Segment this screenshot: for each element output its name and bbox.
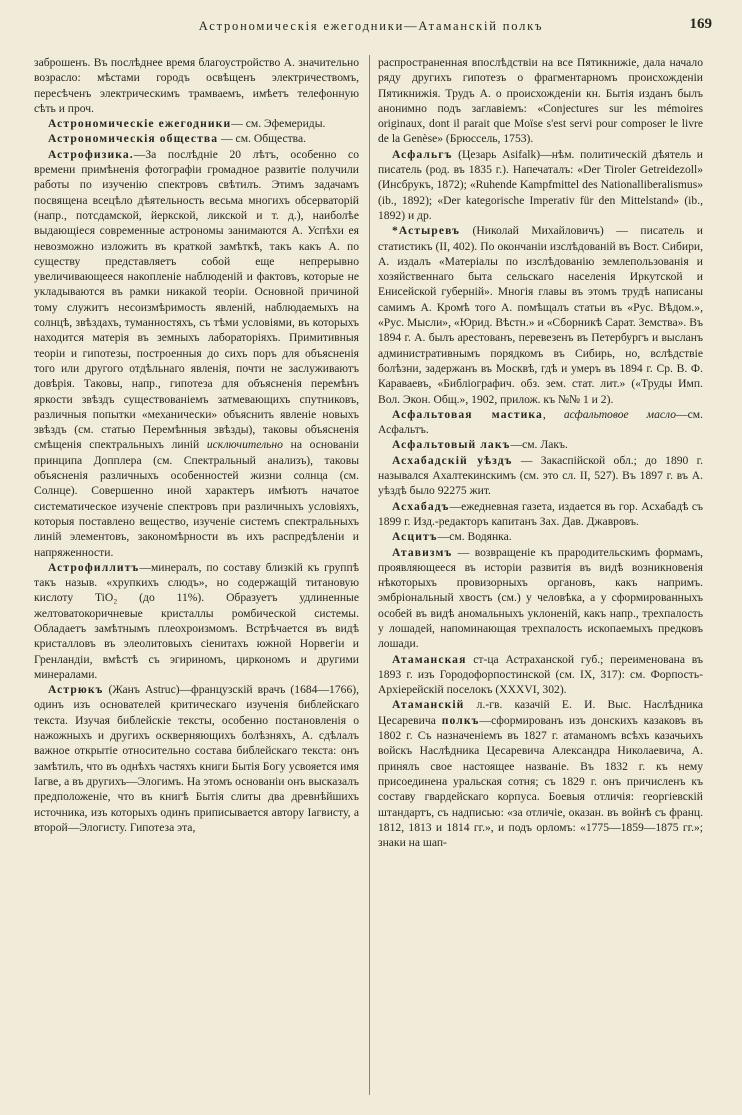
dictionary-entry (34, 131, 359, 146)
entry-text: —ежедневная газета, издается въ гор. Асхабадѣ съ 1899 г. Изд.-редакторъ капитанъ Зах. Дав. Джавровъ. (378, 499, 703, 528)
entry-headword: Асхабадъ (392, 499, 450, 513)
entry-text: (Николай Михайловичъ) — писатель и статистикъ (II, 402). По окончаніи изслѣдованій въ Вост. Сибири, А. издалъ «Матеріалы по изслѣдованію землепользованія и хозяйственнаго быта сельскаго населенія Иркутской и Енисейской губерній». Многія главы въ этомъ трудѣ написаны самимъ А. Кромѣ того А. помѣщалъ статьи въ «Рус. Вѣдом.», «Рус. Мысли», «Юрид. Вѣстн.» и «Сборникѣ Сарат. Земства». Въ 1894 г. А. былъ арестованъ, перевезенъ въ Петербургъ и высланъ административнымъ порядкомъ въ Сибирь, но, вслѣдствіе болѣзни, задержанъ въ Москвѣ, гдѣ и умеръ въ 1894 г. Ср. В. Ф. Караваевъ, «Библіографич. обз. зем. стат. лит.» («Труды Имп. Вол. Экон. Общ.», 1902, прилож. къ №№ 1 и 2). (378, 224, 703, 406)
column-divider (369, 55, 370, 1095)
entry-headword: *Астыревъ (392, 224, 460, 238)
entry-bold-text: полкъ (441, 713, 480, 727)
entry-headword: Астрюкъ (48, 683, 104, 697)
entry-text: л.-гв. казачій Е. И. Выс. Наслѣдника Цесаревича (378, 698, 703, 727)
entry-headword: Атаманскій (392, 698, 465, 712)
entry-headword: Астрономическіе ежегодники (48, 117, 232, 131)
dictionary-entry (34, 147, 359, 560)
entry-headword: Асфальтовый лакъ (392, 438, 511, 452)
entry-italic-text: исключительно (206, 438, 283, 452)
left-column (34, 55, 359, 1105)
entry-headword: Асцитъ (392, 530, 438, 544)
dictionary-entry (378, 223, 703, 407)
dictionary-entry (378, 453, 703, 499)
entry-headword: Асхабадскій уѣздъ (392, 453, 513, 467)
entry-text: —минералъ, по составу близкій къ группѣ такъ назыв. «хрупкихъ слюдъ», но содержащій титановую кислоту TiO₂ (до 11%). Образуетъ удлиненные желтоватокоричневые кристаллы ромбической системы. Обладаетъ замѣтнымъ плеохроизмомъ. Встрѣчается въ видѣ кристалловъ въ элеолитовыхъ сіенитахъ южной Норвегіи и Гренландіи, вмѣстѣ съ эгириномъ, циркономъ и другими минералами. (34, 560, 359, 681)
dictionary-entry (378, 652, 703, 698)
entry-text: (Жанъ Astruc)—французскій врачъ (1684—1766), одинъ изъ основателей критическаго изученія библейскаго текста. Изучая библейскіе тексты, особенно постановленія о нажожныхъ и другихъ оскверняющихъ болѣзняхъ, А. сдѣлалъ важное открытіе относительно состава библейскаго текста: онъ замѣтилъ, что въ однѣхъ частяхъ книги Бытія Богу усвояется имя Іагве, а въ другихъ—Элогимъ. На этомъ основаніи онъ высказалъ предположеніе, что въ книгѣ Бытія слиты два древнѣйшихъ источника, изъ которыхъ одинъ приписывается автору Іагвисту, а второй—Элогисту. Гипотеза эта, (34, 683, 359, 834)
entry-text: —см. Водянка. (437, 530, 512, 544)
entry-headword: Атавизмъ (392, 545, 453, 559)
entry-headword: Асфальгъ (392, 147, 453, 161)
page-header (30, 16, 712, 38)
entry-text-continued: на основаніи принципа Допплера (см. Спектральный анализъ), таковы объясненія различныхъ особенностей жизни солнца (см. Солнце). Совершенно иной характеръ имѣютъ начатое систематическое изученіе спектровъ при различныхъ условіяхъ, которыя поставлено вещество, изученіе системъ спектральныхъ линій элементовъ, закономѣрности въ ихъ распредѣленіи и напряженности. (34, 438, 359, 559)
entry-text-continued: —сформированъ изъ донскихъ казаковъ въ 1802 г. Съ назначеніемъ въ 1827 г. атаманомъ всѣхъ казачьихъ войскъ Наслѣдника Цесаревича Александра Николаевича, А. принялъ свое настоящее названіе. Въ 1832 г. къ нему присоединена уральская сотня; съ 1829 г. онъ причисленъ къ составу гвардейскаго корпуса. Боевыя отличія: георгіевскій штандартъ, съ надписью: «за отличіе, оказан. въ войнѣ съ франц. 1812, 1813 и 1814 гг.», и подъ орломъ: «1775—1859—1875 гг.»; знаки на шап- (378, 713, 703, 850)
dictionary-entry (378, 529, 703, 544)
entry-headword: Астрофизика. (48, 147, 134, 161)
entry-text: , (542, 407, 564, 421)
entry-text: ст-ца Астраханской губ.; переименована въ 1893 г. изъ Городофорпостинской (см. IX, 317): см. Форпость-Архіерейскій поселокъ (XXXVI, 302). (378, 652, 703, 697)
dictionary-entry (34, 116, 359, 131)
dictionary-entry (378, 499, 703, 530)
running-title: Астрономическія ежегодники—Атаманскій полкъ (198, 19, 544, 33)
entry-text: — Закаспійской обл.; до 1890 г. назывался Ахалтекинскимъ (см. это сл. II, 527). Въ 1897 г. въ А. уѣздѣ было 92275 жит. (378, 453, 703, 498)
dictionary-entry (34, 682, 359, 835)
entry-text: — возвращеніе къ прародительскимъ формамъ, проявляющееся въ исторіи развитія въ видѣ возникновенія нѣкоторыхъ провизорныхъ органовъ, какъ напримъ. эмбріональный хвостъ (см.) у человѣка, а у сформированныхъ особей въ видѣ аномальныхъ уклоненій, какъ напр., трехпалость у лошадей, напоминающая трехпалость ископаемыхъ предковъ лошади. (378, 545, 703, 651)
entry-text: — см. Эфемериды. (231, 117, 326, 131)
dictionary-entry (378, 437, 703, 452)
entry-text: (Цезарь Asifalk)—нѣм. политическій дѣятель и писатель (род. въ 1835 г.). Напечаталъ: «Der Tiroler Getreidezoll» (Инсбрукъ, 1872); «Ruhende Kampfmittel des Nationalliberalismus» (ib., 1892); «Der kategorische Imperativ für den Mittelstand» (ib., 1892) и др. (378, 147, 703, 222)
entry-text: —см. Лакъ. (510, 438, 568, 452)
right-column (378, 55, 703, 1105)
entry-text: — см. Общества. (218, 132, 307, 146)
entry-continuation (34, 55, 359, 116)
entry-text: распространенная впослѣдствіи на все Пятикнижіе, дала начало ряду другихъ гипотезъ о фрагментарномъ происхожденіи Пятикнижія. Трудъ А. о происхожденіи кн. Бытія изданъ былъ анонимно подъ заглавіемъ: «Conjectures sur les mémoires originaux, dont il parait que Moïse s'est servi pour composer le livre de la Genèse» (Брюссель, 1753). (378, 56, 703, 146)
entry-headword: Астрофиллитъ (48, 560, 140, 574)
dictionary-entry (34, 560, 359, 682)
entry-continuation (378, 55, 703, 147)
entry-headword: Астрономическія общества (48, 132, 219, 146)
dictionary-entry (378, 407, 703, 438)
entry-text: заброшенъ. Въ послѣднее время благоустройство А. значительно возрасло: мѣстами городъ освѣщенъ электричествомъ, пересѣченъ электрическимъ трамваемъ, имѣетъ телефонную сѣть и проч. (34, 56, 359, 115)
page-number: 169 (689, 16, 712, 32)
entry-headword: Асфальтовая мастика (392, 407, 543, 421)
dictionary-entry (378, 147, 703, 223)
dictionary-entry (378, 545, 703, 652)
entry-text: —За послѣдніе 20 лѣтъ, особенно со времени примѣненія фотографіи громадное развитіе получили работы по изученію спектровъ свѣтилъ. Этимъ задачамъ посвящена всецѣло дѣятельность весьма многихъ обсерваторій (напр., потсдамской, йеркской, ликской и т. д.), наиболѣе выдающіеся современные астрономы занимаются А. Успѣхи ея невозможно изложить въ краткой замѣткѣ, такъ какъ А. по существу представляетъ собой еще непрерывно увеличивающееся накопленіе наблюденій и фактовъ, которые не укладываются въ рамки никакой теоріи. Основной причиной тому служитъ несоизмѣримость явленій, наблюдаемыхъ на солнцѣ, звѣздахъ, туманностяхъ, съ тѣми условіями, въ которыхъ находится матерія въ земныхъ лабораторіяхъ. Примитивныя теоріи и гипотезы, построенныя до сихъ поръ для объясненія того или другого отдѣльнаго явленія, почти не заслуживаютъ довѣрія. Таковы, напр., гипотеза для объясненія перемѣнъ яркости звѣздъ существованіемъ затмевающихъ спутниковъ, различныя попытки «механически» объяснить явленіе новыхъ звѣздъ (см. статью Перемѣнныя звѣзды), таковы объясненія смѣщенія спектральныхъ линій (34, 147, 359, 452)
entry-italic-text: асфальтовое масло (563, 407, 677, 421)
entry-text-continued: —см. Асфальтъ. (378, 407, 703, 437)
dictionary-entry (378, 697, 703, 850)
entry-headword: Атаманская (392, 652, 467, 666)
